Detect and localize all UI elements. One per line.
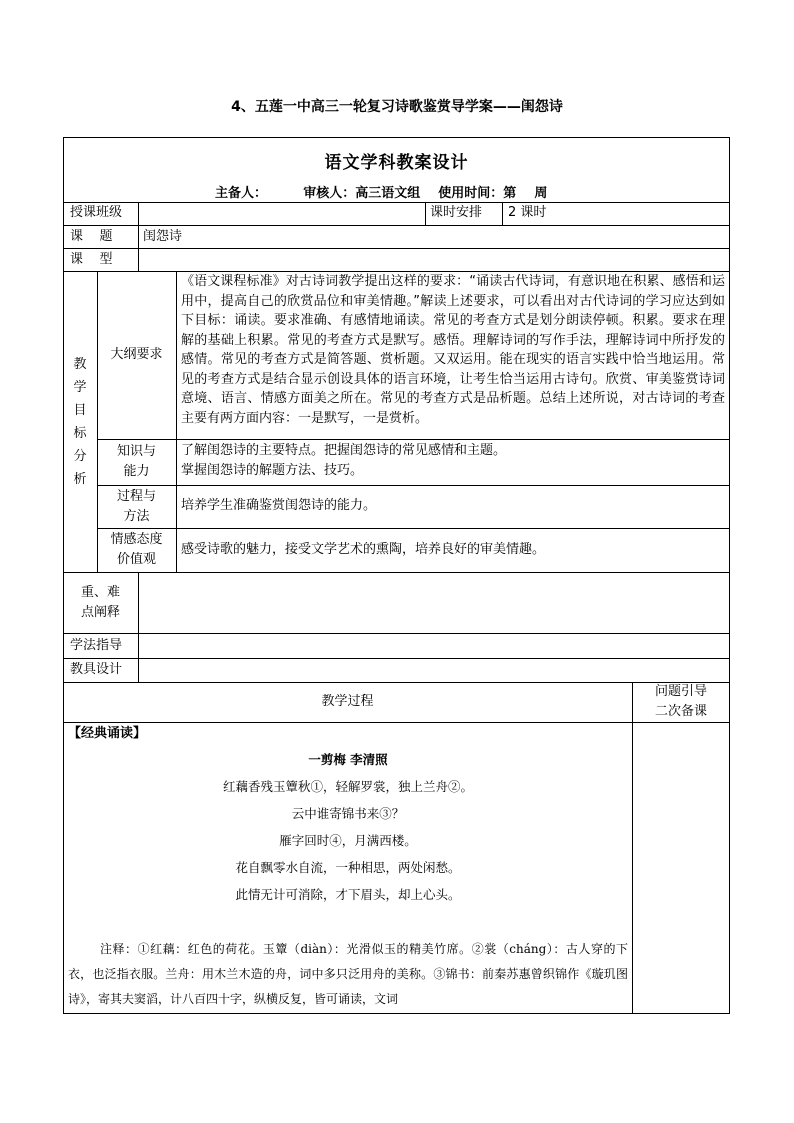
keypoints-label: 重、难 点阐释 [80, 584, 120, 620]
attitude-text: 感受诗歌的魅力，接受文学艺术的熏陶，培养良好的审美情趣。 [181, 542, 546, 557]
poem-line: 花自飘零水自流，一种相思，两处闲愁。 [235, 860, 461, 875]
row-divider [63, 225, 730, 226]
row-divider [97, 485, 730, 486]
poem-title: 一剪梅 李清照 [308, 752, 388, 767]
poem-line: 云中谁寄锦书来③？ [291, 806, 405, 821]
poem-line: 雁字回时④，月满西楼。 [279, 833, 417, 848]
row-divider [63, 572, 730, 573]
knowledge-label: 知识与 能力 [116, 444, 156, 479]
row-divider [63, 722, 730, 723]
outline-text: 《语文课程标准》对古诗词教学提出这样的要求：“诵读古代诗词，有意识地在积累、感悟和运用中，提高自己的欣赏品位和审美情趣。”解读上述要求，可以看出对古代诗词的学习应达到如下目标：诵读。要求准确、有感情地诵读。常见的考查方式是划分朗读停顿。积累。要求在理解的基础上积累。常见的考查方式是默写。感悟。理解诗词的写作手法，理解诗词中所抒发的感情。常见的考查方式是简答题、赏析题。又双运用。能在现实的语言实践中恰当地运用。常见的考查方式是结合显示创设具体的语言环境，让考生恰当运用古诗句。欣赏、审美鉴赏诗词意境、语言、情感方面美之所在。常见的考查方式是品析题。总结上述所说，对古诗词的考查主要有两方面内容：一是默写，一是赏析。 [181, 274, 725, 426]
poem-line: 红藕香残玉簟秋①，轻解罗裳，独上兰舟②。 [222, 779, 473, 794]
col-divider [138, 202, 139, 225]
plan-meta: 主备人： 审核人：高三语文组 使用时间：第 周 [215, 186, 548, 201]
row-divider [63, 202, 730, 203]
plan-title: 语文学科教案设计 [324, 153, 469, 173]
row-divider [63, 248, 730, 249]
row-divider [63, 658, 730, 659]
hours-label: 课时安排 [430, 205, 483, 220]
col-divider [138, 225, 139, 271]
col-divider [502, 202, 503, 225]
poem-notes: 注释：①红藕：红色的荷花。玉簟（diàn）：光滑似玉的精美竹席。②裳（cháng）：古人穿的下衣，也泛指衣服。兰舟：用木兰木造的舟，词中多只泛用舟的美称。③锦书：前秦苏惠曾织锦作《璇玑图诗》，寄其夫窦滔，计八百四十字，纵横反复，皆可诵读，文词 [68, 942, 628, 1006]
process-text: 培养学生准确鉴赏闺怨诗的能力。 [181, 498, 377, 513]
document-title: 4、五莲一中高三一轮复习诗歌鉴赏导学案——闺怨诗 [231, 99, 563, 115]
process-label: 过程与 方法 [116, 488, 156, 524]
topic-label: 课 题 [70, 229, 113, 244]
row-divider [97, 528, 730, 529]
col-divider [425, 202, 426, 225]
tools-label: 教具设计 [70, 662, 123, 677]
poem-line: 此情无计可消除，才下眉头，却上心头。 [235, 887, 461, 902]
row-divider [63, 633, 730, 634]
classic-reading-label: 【经典诵读】 [68, 726, 147, 741]
col-divider [632, 682, 633, 1014]
row-divider [97, 439, 730, 440]
col-divider [138, 572, 139, 682]
outline-label: 大纲要求 [110, 347, 163, 362]
method-label: 学法指导 [70, 638, 123, 653]
knowledge-text: 了解闺怨诗的主要特点。把握闺怨诗的常见感情和主题。 掌握闺怨诗的解题方法、技巧。 [181, 443, 507, 478]
lesson-plan-table [63, 137, 730, 1014]
hours-value: 2 课时 [508, 205, 547, 220]
objectives-section-label: 教 学 目 标 分 析 [73, 356, 87, 487]
side-notes-header: 问题引导 二次备课 [654, 684, 707, 719]
attitude-label: 情感态度 价值观 [110, 532, 163, 567]
topic-value: 闺怨诗 [143, 229, 183, 244]
class-label: 授课班级 [70, 205, 123, 220]
teaching-process-header: 教学过程 [321, 694, 374, 709]
type-label: 课 型 [70, 252, 113, 267]
col-divider [176, 271, 177, 572]
